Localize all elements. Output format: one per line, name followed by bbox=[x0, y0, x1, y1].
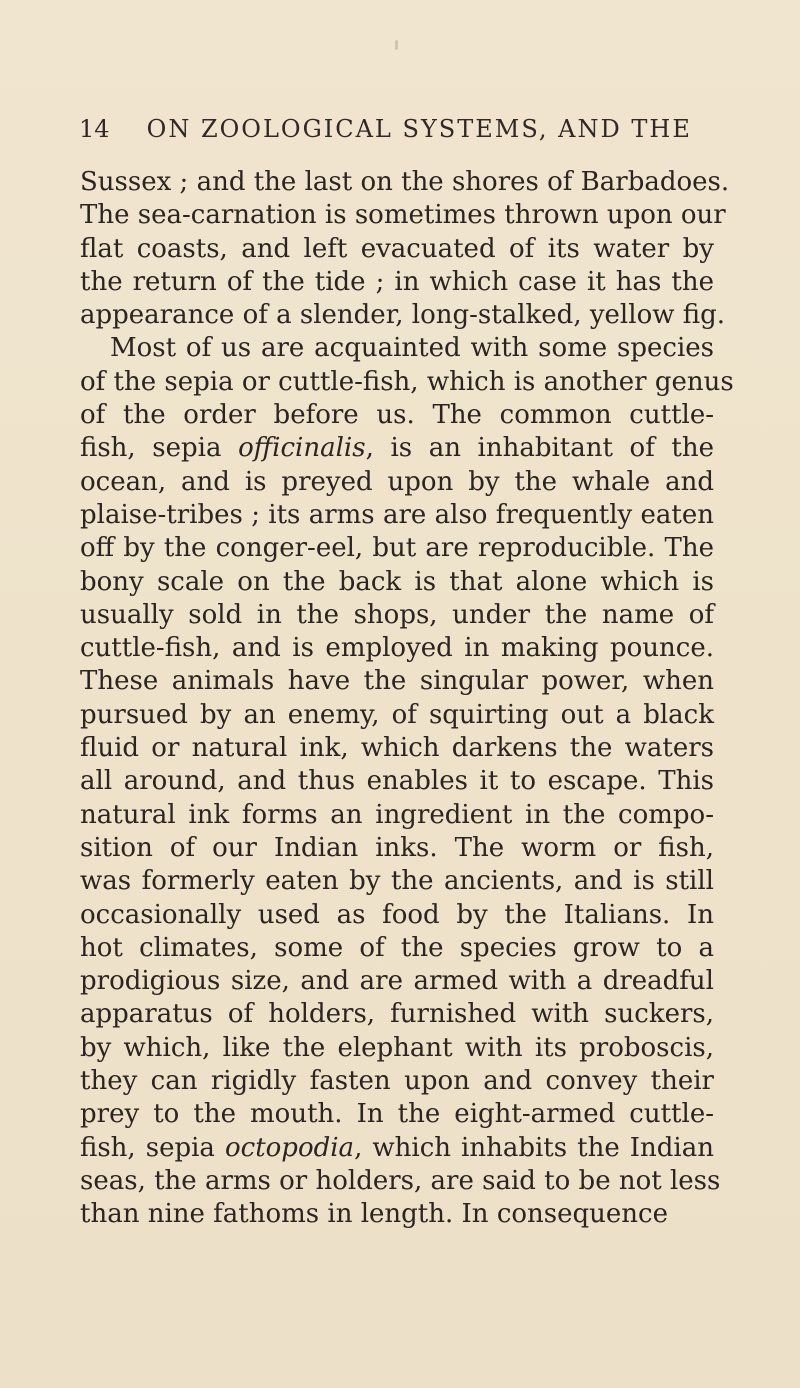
text-line: apparatus of holders, furnished with suckers, bbox=[80, 999, 714, 1030]
text-line: occasionally used as food by the Italians. In bbox=[80, 899, 714, 930]
text-segment: , which inhabits the Indian bbox=[354, 1132, 714, 1163]
text-line: appearance of a slender, long-stalked, yellow fig. bbox=[80, 300, 725, 331]
text-line: The sea-carnation is sometimes thrown upon our bbox=[80, 200, 726, 231]
text-line: they can rigidly fasten upon and convey their bbox=[80, 1066, 714, 1097]
text-line: by which, like the elephant with its proboscis, bbox=[80, 1032, 714, 1063]
text-segment: fish, sepia bbox=[80, 1132, 225, 1163]
text-segment: fish, sepia bbox=[80, 433, 239, 464]
text-line bbox=[80, 1132, 714, 1165]
text-line: flat coasts, and left evacuated of its water by bbox=[80, 233, 714, 264]
text-line: pursued by an enemy, of squirting out a black bbox=[80, 699, 714, 730]
italic-term: officinalis bbox=[238, 433, 366, 464]
text-line: than nine fathoms in length. In consequence bbox=[80, 1199, 668, 1230]
text-line: cuttle-fish, and is employed in making pounce. bbox=[80, 633, 714, 664]
text-line: bony scale on the back is that alone which is bbox=[80, 566, 714, 597]
text-line: Sussex ; and the last on the shores of Barbadoes. bbox=[80, 167, 730, 197]
text-line: the return of the tide ; in which case it has the bbox=[80, 266, 714, 297]
ink-speck bbox=[395, 40, 398, 50]
page-header bbox=[79, 115, 729, 155]
text-line bbox=[80, 432, 714, 465]
page-number: 14 bbox=[79, 115, 110, 143]
text-line: prey to the mouth. In the eight-armed cuttle- bbox=[80, 1099, 714, 1130]
text-line: prodigious size, and are armed with a dreadful bbox=[80, 966, 714, 997]
text-segment: , is an inhabitant of the bbox=[365, 433, 714, 464]
text-line: of the sepia or cuttle-fish, which is another genus bbox=[80, 366, 734, 397]
text-line: plaise-tribes ; its arms are also frequently eaten bbox=[80, 499, 714, 530]
text-line: hot climates, some of the species grow to a bbox=[80, 932, 714, 963]
text-line: These animals have the singular power, when bbox=[80, 666, 714, 697]
text-line: natural ink forms an ingredient in the compo- bbox=[80, 799, 714, 830]
body-text bbox=[80, 166, 734, 1232]
text-line: sition of our Indian inks. The worm or fish, bbox=[80, 832, 714, 863]
text-line: seas, the arms or holders, are said to be not less bbox=[80, 1165, 721, 1196]
text-line: off by the conger-eel, but are reproducible. The bbox=[80, 533, 714, 564]
text-line: all around, and thus enables it to escape. This bbox=[80, 766, 714, 797]
text-line: was formerly eaten by the ancients, and is still bbox=[80, 866, 714, 897]
text-line: ocean, and is preyed upon by the whale and bbox=[80, 466, 714, 497]
text-line: Most of us are acquainted with some species bbox=[110, 333, 714, 364]
text-line: fluid or natural ink, which darkens the waters bbox=[80, 733, 714, 764]
running-title: ON ZOOLOGICAL SYSTEMS, AND THE bbox=[146, 115, 692, 143]
text-line: of the order before us. The common cuttle- bbox=[80, 400, 714, 431]
italic-term: octopodia bbox=[224, 1132, 355, 1163]
text-line: usually sold in the shops, under the name of bbox=[80, 599, 714, 630]
